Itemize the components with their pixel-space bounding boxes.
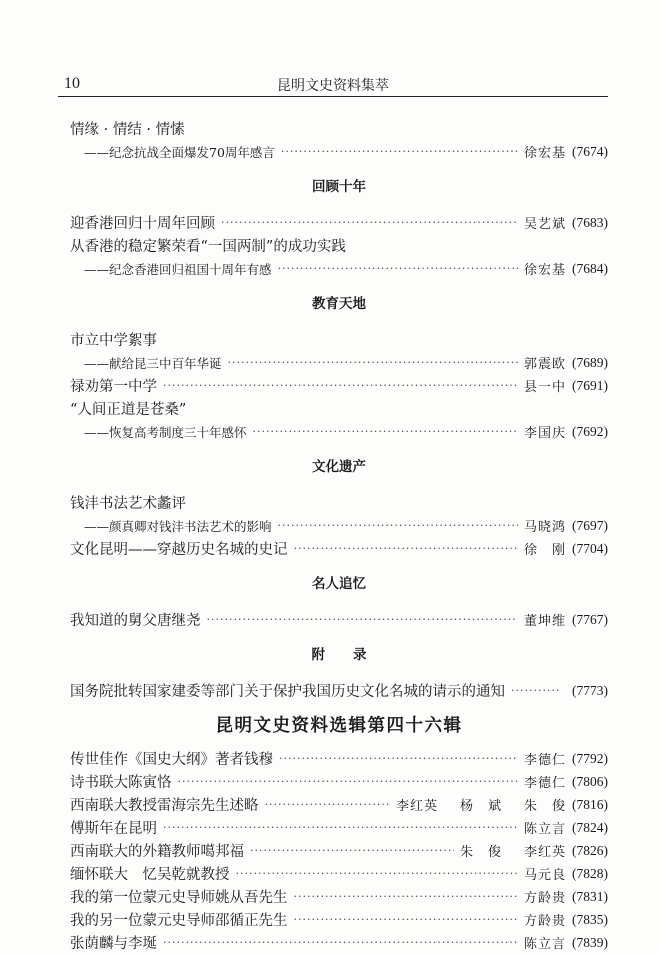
- entry-authors: [524, 353, 566, 372]
- toc-entry-line: [70, 211, 608, 234]
- entry-author: 李红英: [395, 799, 438, 814]
- entry-title: “人间正道是苍桑”: [70, 402, 187, 418]
- entry-title: 国务院批转国家建委等部门关于保护我国历史文化名城的请示的通知: [70, 684, 505, 700]
- entry-author: 陈立言: [523, 937, 566, 952]
- entry-author: 郭震欧: [523, 357, 566, 372]
- entry-subtitle: ——献给昆三中百年华诞: [84, 355, 222, 371]
- leader-dots: [163, 821, 518, 834]
- entry-page-code: (7683): [572, 214, 608, 230]
- toc-entry-line: [70, 679, 608, 702]
- entry-page-code: (7826): [572, 842, 608, 858]
- section-heading: 名人追忆: [312, 576, 366, 592]
- page-header: [58, 70, 608, 97]
- toc-entry-line: [70, 862, 608, 885]
- toc-entry-title-line: [70, 491, 608, 514]
- entry-author: 徐宏基: [523, 263, 566, 278]
- entry-page-code: (7824): [572, 819, 608, 835]
- entry-page-code: (7816): [572, 796, 608, 812]
- leader-dots: [163, 936, 518, 949]
- entry-author: 李德仁: [523, 776, 566, 791]
- entry-author: 方龄贵: [523, 914, 566, 929]
- entry-author: 朱 俊: [523, 799, 566, 814]
- entry-subtitle: ——纪念香港回归祖国十周年有感: [84, 261, 272, 277]
- leader-dots: [511, 684, 560, 697]
- entry-author: 徐宏基: [523, 146, 566, 161]
- entry-subtitle: ——颜真卿对钱沣书法艺术的影响: [84, 518, 272, 534]
- leader-dots: [178, 775, 518, 788]
- entry-authors: [524, 910, 566, 929]
- entry-title: 传世佳作《国史大纲》著者钱穆: [70, 752, 273, 768]
- toc-entry: [70, 679, 608, 702]
- toc-entry-line: [70, 839, 608, 862]
- toc-entry-line: [70, 608, 608, 631]
- toc-entry: [70, 491, 608, 537]
- entry-title: 张荫麟与李埏: [70, 936, 157, 952]
- entry-title: 文化昆明——穿越历史名城的史记: [70, 542, 288, 558]
- entry-page-code: (7692): [572, 423, 608, 439]
- entry-page-code: (7684): [572, 260, 608, 276]
- leader-dots: [221, 216, 518, 229]
- entry-authors: [524, 818, 566, 837]
- entry-subtitle: ——纪念抗战全面爆发70周年感言: [84, 144, 275, 160]
- toc-entry-title-line: [70, 117, 608, 140]
- leader-dots: [294, 913, 518, 926]
- entry-title: 我的第一位蒙元史导师姚从吾先生: [70, 890, 288, 906]
- entry-page-code: (7792): [572, 750, 608, 766]
- entry-page-code: (7839): [572, 934, 608, 950]
- toc-entry-title-line: [70, 328, 608, 351]
- toc-entry: [70, 117, 608, 163]
- entry-authors: [524, 142, 566, 161]
- entry-page-code: (7831): [572, 888, 608, 904]
- entry-page-code: (7835): [572, 911, 608, 927]
- toc-entry: [70, 397, 608, 443]
- leader-dots: [163, 379, 518, 392]
- entry-page-code: (7674): [572, 143, 608, 159]
- page-number: 10: [64, 75, 80, 92]
- toc-entry-line: [70, 351, 608, 374]
- toc-entry: [70, 608, 608, 631]
- toc-entry-line: [70, 747, 608, 770]
- entry-authors: [524, 422, 566, 441]
- entry-title: 从香港的稳定繁荣看“一国两制”的成功实践: [70, 239, 346, 255]
- entry-page-code: (7806): [572, 773, 608, 789]
- toc-entry-line: [70, 793, 608, 816]
- toc-entry: [70, 211, 608, 234]
- entry-title: 我知道的舅父唐继尧: [70, 613, 201, 629]
- entry-title: 钱沣书法艺术蠡评: [70, 496, 186, 512]
- entry-title: 缅怀联大 忆吴乾就教授: [70, 867, 230, 883]
- entry-authors: [524, 539, 566, 558]
- entry-author: 李红英: [523, 845, 566, 860]
- entry-authors: [524, 259, 566, 278]
- part-heading: 昆明文史资料选辑第四十六辑: [215, 716, 463, 736]
- leader-dots: [236, 867, 518, 880]
- leader-dots: [294, 542, 518, 555]
- leader-dots: [207, 613, 518, 626]
- entry-authors: [524, 887, 566, 906]
- toc-entry-line: [70, 420, 608, 443]
- entry-page-code: (7828): [572, 865, 608, 881]
- toc-entry-line: [70, 140, 608, 163]
- toc-entry: [70, 374, 608, 397]
- toc-entry-line: [70, 816, 608, 839]
- section-heading: 文化遗产: [312, 459, 366, 475]
- entry-author: 徐 刚: [523, 543, 566, 558]
- leader-dots: [265, 798, 390, 811]
- toc-entry-line: [70, 908, 608, 931]
- entry-page-code: (7689): [572, 354, 608, 370]
- running-title: 昆明文史资料集萃: [277, 78, 389, 94]
- entry-title: 市立中学絮事: [70, 333, 157, 349]
- toc-entry: [70, 234, 608, 280]
- toc-entry-line: [70, 770, 608, 793]
- entry-authors: [524, 864, 566, 883]
- toc-entry-line: [70, 537, 608, 560]
- leader-dots: [294, 890, 518, 903]
- toc-entry-line: [70, 374, 608, 397]
- toc-entry-line: [70, 514, 608, 537]
- entry-author: 吴艺斌: [523, 217, 566, 232]
- entry-author: 县一中: [523, 380, 566, 395]
- leader-dots: [281, 145, 518, 158]
- entry-title: 诗书联大陈寅恪: [70, 775, 172, 791]
- table-of-contents: [70, 117, 608, 954]
- leader-dots: [278, 262, 518, 275]
- toc-entry-title-line: [70, 397, 608, 420]
- entry-authors: [524, 772, 566, 791]
- entry-title: 禄劝第一中学: [70, 379, 157, 395]
- entry-author: 杨 斌: [459, 799, 502, 814]
- leader-dots: [278, 519, 518, 532]
- entry-title: 傅斯年在昆明: [70, 821, 157, 837]
- entry-author: 方龄贵: [523, 891, 566, 906]
- entry-page-code: (7697): [572, 517, 608, 533]
- entry-authors: [524, 749, 566, 768]
- toc-entry-line: [70, 257, 608, 280]
- toc-entry-line: [70, 885, 608, 908]
- entry-authors: [524, 933, 566, 952]
- entry-author: 朱 俊: [459, 845, 502, 860]
- entry-authors: [524, 376, 566, 395]
- entry-author: 李德仁: [523, 753, 566, 768]
- section-heading: 教育天地: [312, 296, 366, 312]
- section-heading: 附录: [311, 647, 395, 663]
- entry-title: 我的另一位蒙元史导师邵循正先生: [70, 913, 288, 929]
- entry-author: 李国庆: [523, 426, 566, 441]
- entry-authors: [460, 841, 566, 860]
- entry-title: 西南联大的外籍教师噶邦福: [70, 844, 244, 860]
- entry-author: 陈立言: [523, 822, 566, 837]
- entry-author: 马晓鸿: [523, 520, 566, 535]
- entry-title: 西南联大教授雷海宗先生述略: [70, 798, 259, 814]
- entry-authors: [524, 516, 566, 535]
- entry-subtitle: ——恢复高考制度三十年感怀: [84, 424, 247, 440]
- leader-dots: [279, 752, 518, 765]
- entry-authors: [524, 213, 566, 232]
- entry-page-code: (7767): [572, 611, 608, 627]
- entry-authors: [524, 610, 566, 629]
- entry-author: 董坤维: [523, 614, 566, 629]
- entry-page-code: (7691): [572, 377, 608, 393]
- toc-entry-line: [70, 931, 608, 954]
- entry-page-code: (7704): [572, 540, 608, 556]
- entry-authors: [396, 795, 566, 814]
- entry-author: 马元良: [523, 868, 566, 883]
- entry-title: 迎香港回归十周年回顾: [70, 216, 215, 232]
- toc-entry-title-line: [70, 234, 608, 257]
- leader-dots: [250, 844, 454, 857]
- section-heading: 回顾十年: [312, 179, 366, 195]
- toc-entry: [70, 328, 608, 374]
- entry-page-code: (7773): [572, 682, 608, 698]
- toc-entry: [70, 537, 608, 560]
- leader-dots: [253, 425, 518, 438]
- entry-title: 情缘 · 情结 · 情愫: [70, 122, 185, 138]
- leader-dots: [228, 356, 518, 369]
